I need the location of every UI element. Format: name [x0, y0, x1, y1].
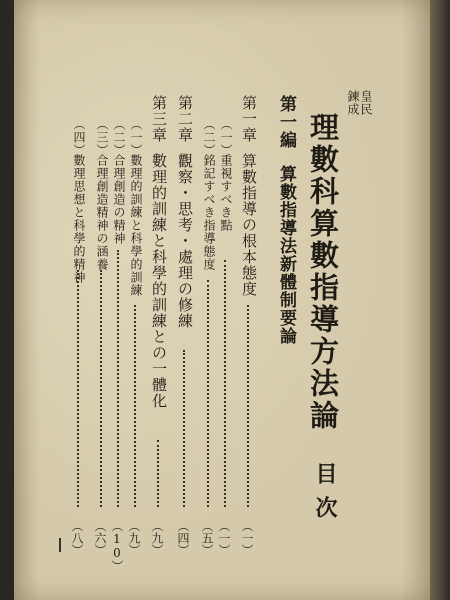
- chapter-3-label: 第三章: [150, 95, 168, 143]
- contents-heading: 目次: [312, 462, 338, 530]
- item-3-2-title: 合理創造の精神: [112, 154, 126, 245]
- leader-dots: [207, 280, 209, 507]
- item-3-4-title: 數理思想と科學的精神: [72, 154, 86, 284]
- chapter-3-title: 數理的訓練と科學的訓練との一體化: [150, 153, 168, 409]
- item-3-1-page: （九）: [127, 520, 141, 556]
- item-1-1-page: （一）: [217, 520, 231, 556]
- chapter-2-label: 第二章: [176, 95, 194, 143]
- leader-dots: [100, 270, 102, 507]
- leader-dots: [77, 270, 79, 507]
- chapter-1-title: 算數指導の根本態度: [240, 153, 258, 297]
- book-page: [14, 0, 434, 600]
- item-3-3-label: （三）: [95, 118, 109, 157]
- item-3-4-page: （八）: [70, 520, 84, 556]
- chapter-2-page: （四）: [176, 520, 190, 556]
- print-mark: [59, 538, 61, 552]
- leader-dots: [247, 305, 249, 507]
- item-3-2-label: （二）: [112, 118, 126, 157]
- chapter-1-label: 第一章: [240, 95, 258, 143]
- item-1-2-label: （二）: [202, 118, 216, 157]
- item-3-4-label: （四）: [72, 118, 86, 157]
- series-label-1: 皇民: [359, 90, 373, 116]
- leader-dots: [224, 260, 226, 507]
- series-label-2: 鍊成: [346, 90, 360, 116]
- part-title: 算數指導法新體制要論: [276, 165, 296, 345]
- item-1-2-page: （五）: [200, 520, 214, 556]
- item-3-2-page: （10）: [110, 520, 124, 572]
- item-3-1-label: （一）: [129, 118, 143, 157]
- leader-dots: [183, 350, 185, 507]
- page-edge: [430, 0, 450, 600]
- leader-dots: [157, 440, 159, 507]
- book-title: 理數科算數指導方法論: [306, 112, 340, 432]
- item-1-2-title: 銘記すべき指導態度: [202, 154, 216, 271]
- item-1-1-label: （一）: [219, 118, 233, 157]
- item-1-1-title: 重視すべき點: [219, 154, 233, 232]
- chapter-2-title: 觀察・思考・處理の修練: [176, 153, 194, 329]
- part-label: 第一編: [276, 95, 296, 149]
- item-3-3-title: 合理創造精神の涵養: [95, 154, 109, 271]
- leader-dots: [117, 250, 119, 507]
- leader-dots: [134, 305, 136, 507]
- item-3-1-title: 數理的訓練と科學的訓練: [129, 154, 143, 297]
- chapter-3-page: （九）: [150, 520, 164, 556]
- chapter-1-page: （一）: [240, 520, 254, 556]
- item-3-3-page: （六）: [93, 520, 107, 556]
